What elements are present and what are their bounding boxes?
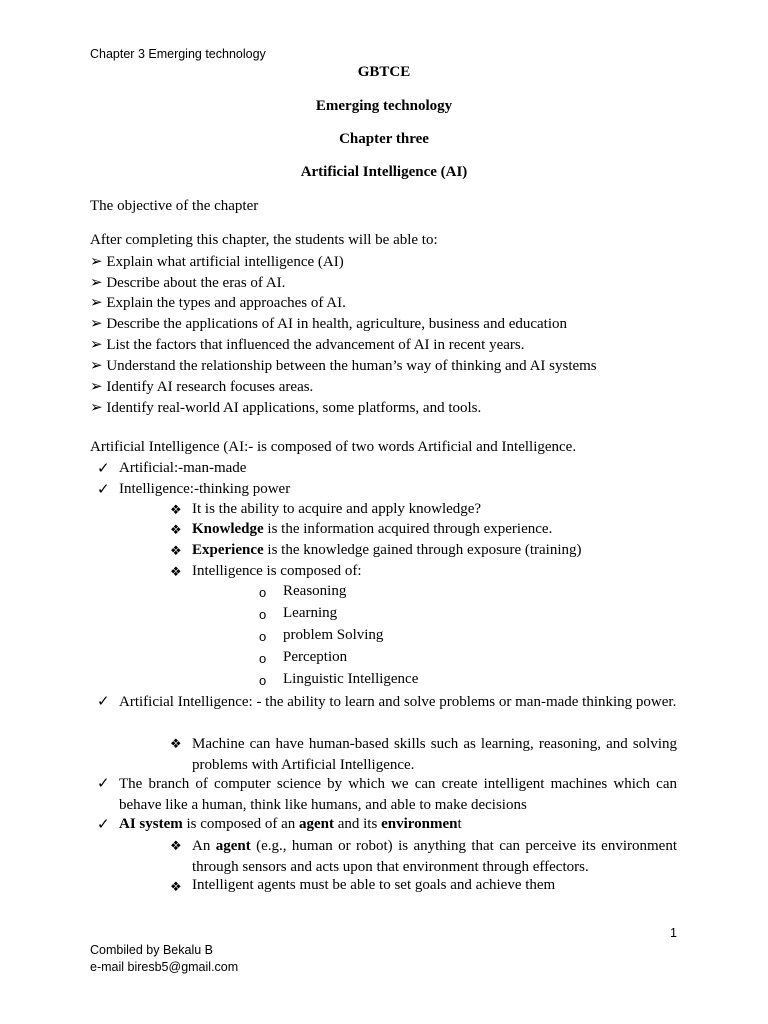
- diamond-bullet-icon: ❖: [170, 879, 182, 894]
- goals-item: Intelligent agents must be able to set goals and achieve them: [192, 877, 556, 893]
- component-item: Reasoning: [283, 583, 347, 599]
- diamond-bullet-icon: ❖: [170, 564, 182, 579]
- arrow-bullet-icon: ➢: [90, 400, 103, 416]
- check-icon: ✓: [97, 461, 110, 477]
- topic-title: Artificial Intelligence (AI): [300, 164, 468, 180]
- machine-skills-item: Machine can have human-based skills such as learning, reasoning, and solving problems with Artificial Intelligence.: [192, 736, 677, 773]
- objectives-intro: After completing this chapter, the students will be able to:: [90, 232, 438, 248]
- circle-bullet-icon: o: [259, 585, 267, 600]
- diamond-bullet-icon: ❖: [170, 838, 182, 853]
- objective-item: ➢ Identify real-world AI applications, some platforms, and tools.: [90, 400, 482, 416]
- arrow-bullet-icon: ➢: [90, 316, 103, 332]
- objective-item: ➢ Describe the applications of AI in health, agriculture, business and education: [90, 316, 568, 332]
- objective-item: ➢ Explain the types and approaches of AI.: [90, 295, 346, 311]
- arrow-bullet-icon: ➢: [90, 358, 103, 374]
- component-item: problem Solving: [283, 627, 384, 643]
- composed-item: Intelligence is composed of:: [192, 563, 362, 579]
- component-item: Learning: [283, 605, 338, 621]
- footer-compiled-by: Combiled by Bekalu B: [90, 943, 213, 957]
- diamond-bullet-icon: ❖: [170, 502, 182, 517]
- diamond-bullet-icon: ❖: [170, 736, 182, 751]
- experience-item: Experience is the knowledge gained through exposure (training): [192, 542, 582, 558]
- arrow-bullet-icon: ➢: [90, 337, 103, 353]
- diamond-bullet-icon: ❖: [170, 543, 182, 558]
- branch-item: The branch of computer science by which we can create intelligent machines which can behave like a human, think like humans, and able to make decisions: [119, 776, 677, 813]
- check-icon: ✓: [97, 776, 110, 792]
- circle-bullet-icon: o: [259, 607, 267, 622]
- arrow-bullet-icon: ➢: [90, 295, 103, 311]
- check-icon: ✓: [97, 482, 110, 498]
- ai-definition: Artificial Intelligence (AI:- is composed of two words Artificial and Intelligence.: [90, 439, 577, 455]
- component-item: Perception: [283, 649, 348, 665]
- check-icon: ✓: [97, 817, 110, 833]
- objective-item: ➢ List the factors that influenced the advancement of AI in recent years.: [90, 337, 525, 353]
- institution-title: GBTCE: [357, 64, 411, 80]
- objective-item: ➢ Understand the relationship between the human’s way of thinking and AI systems: [90, 358, 597, 374]
- course-title: Emerging technology: [315, 98, 453, 114]
- arrow-bullet-icon: ➢: [90, 254, 103, 270]
- check-icon: ✓: [97, 694, 110, 710]
- footer-email: e-mail biresb5@gmail.com: [90, 960, 239, 974]
- diamond-bullet-icon: ❖: [170, 522, 182, 537]
- objective-item: ➢ Explain what artificial intelligence (AI): [90, 254, 344, 270]
- objective-item: ➢ Describe about the eras of AI.: [90, 275, 286, 291]
- agent-definition-item: An agent (e.g., human or robot) is anything that can perceive its environment through sensors and acts upon that environment through effectors.: [192, 838, 677, 875]
- arrow-bullet-icon: ➢: [90, 275, 103, 291]
- objective-item: ➢ Identify AI research focuses areas.: [90, 379, 314, 395]
- running-header: Chapter 3 Emerging technology: [90, 47, 266, 61]
- objective-heading: The objective of the chapter: [90, 198, 259, 214]
- circle-bullet-icon: o: [259, 673, 267, 688]
- page-number: 1: [670, 926, 677, 940]
- ai-system-item: AI system is composed of an agent and its environment: [119, 816, 462, 832]
- circle-bullet-icon: o: [259, 651, 267, 666]
- intelligence-item: Intelligence:-thinking power: [119, 481, 291, 497]
- chapter-title: Chapter three: [339, 131, 429, 147]
- circle-bullet-icon: o: [259, 629, 267, 644]
- component-item: Linguistic Intelligence: [283, 671, 419, 687]
- ability-item: It is the ability to acquire and apply knowledge?: [192, 501, 482, 517]
- knowledge-item: Knowledge is the information acquired through experience.: [192, 521, 553, 537]
- artificial-item: Artificial:-man-made: [119, 460, 247, 476]
- ai-meaning-item: Artificial Intelligence: - the ability to learn and solve problems or man-made thinking power.: [119, 694, 677, 710]
- arrow-bullet-icon: ➢: [90, 379, 103, 395]
